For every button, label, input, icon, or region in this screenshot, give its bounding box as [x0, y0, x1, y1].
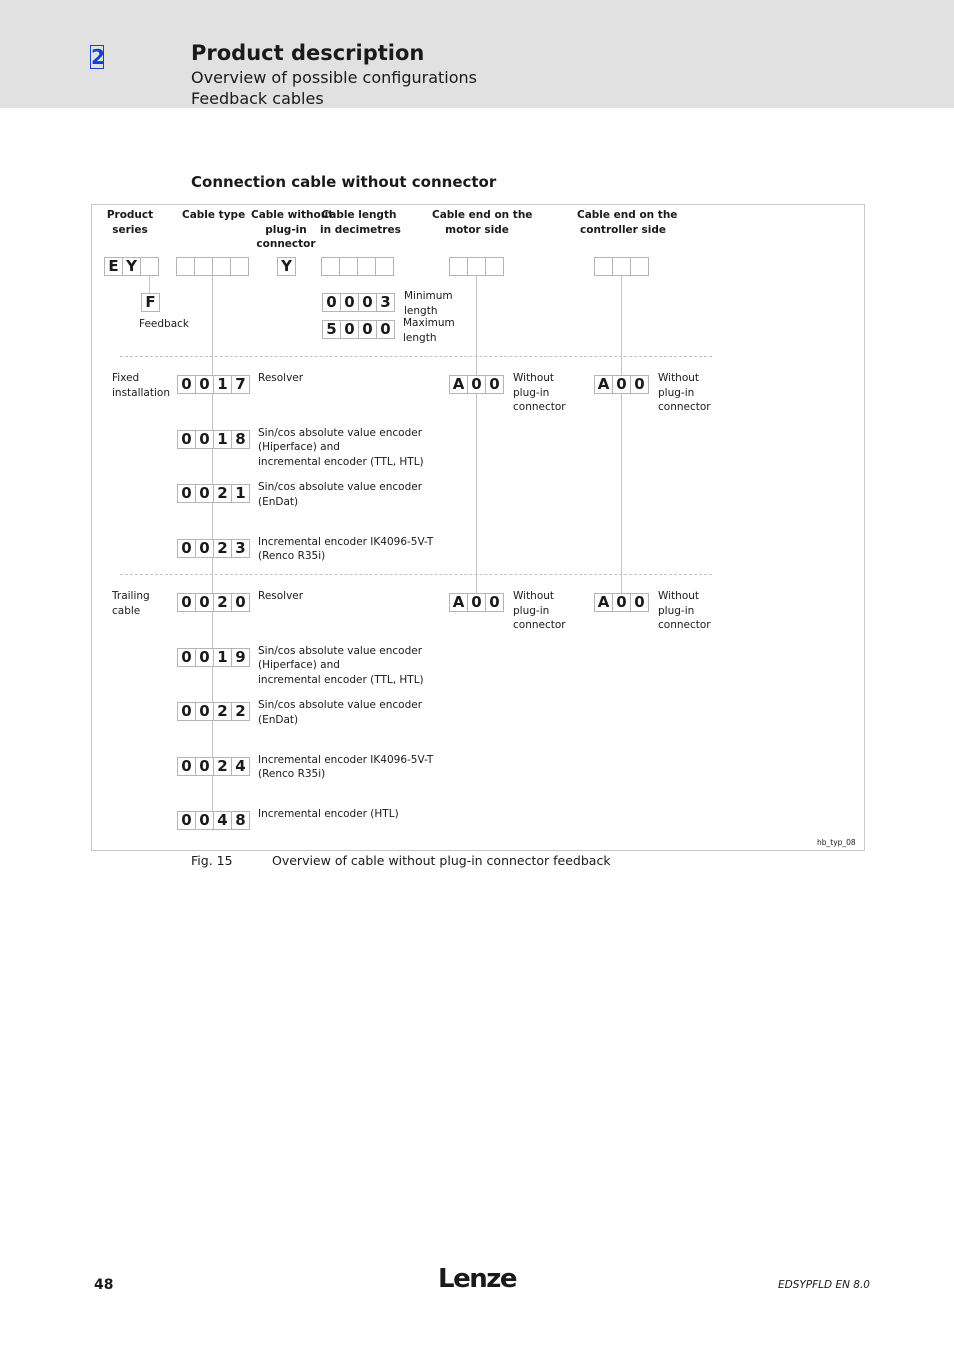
- series-type-label-line: Feedback: [139, 318, 190, 330]
- motor-end-label: [513, 371, 566, 415]
- controller-end-label-line: Without: [658, 372, 700, 384]
- controller-end-label: [658, 589, 711, 633]
- header-controller-side-line: controller side: [580, 223, 666, 236]
- cable-type-code-cell: 0: [195, 484, 214, 503]
- cable-type-code-cell: 0: [177, 539, 196, 558]
- controller-end-code-cell: 0: [630, 375, 649, 394]
- cable-type-code-cell: 2: [213, 539, 232, 558]
- motor-end-label-line: plug-in: [513, 604, 550, 617]
- product-series-cell: [140, 257, 159, 276]
- cable-type-code-cell: 0: [195, 811, 214, 830]
- cable-type-code-cell: 2: [231, 702, 250, 721]
- header-controller-side: [577, 208, 678, 237]
- cable-type-code-cell: 0: [195, 757, 214, 776]
- motor-end-label-line: connector: [513, 401, 566, 413]
- motor-end-label-line: Without: [513, 372, 555, 384]
- cable-type-desc: [258, 807, 399, 822]
- cable-type-code-cell: 0: [195, 539, 214, 558]
- page-subtitle: Overview of possible configurations: [191, 68, 477, 87]
- max-length-cell: 5: [322, 320, 341, 339]
- header-cable-without-line: connector: [256, 238, 316, 250]
- cable-without-cell: Y: [277, 257, 296, 276]
- figure-number: Fig. 15: [191, 853, 233, 868]
- cable-type-code-cell: 0: [195, 593, 214, 612]
- min-length-cell: 0: [358, 293, 377, 312]
- cable-type-desc-line: (EnDat): [258, 713, 299, 726]
- cable-type-code-cell: 0: [177, 757, 196, 776]
- cable-type-code-cell: 0: [177, 648, 196, 667]
- controller-end-label-line: Without: [658, 590, 700, 602]
- controller-side-cell: [630, 257, 649, 276]
- cable-type-desc: [258, 535, 433, 564]
- cable-type-code-cell: 7: [231, 375, 250, 394]
- cable-type-desc-line: (Hiperface) and: [258, 659, 340, 671]
- controller-side-cell: [594, 257, 613, 276]
- header-product-series: [100, 208, 160, 237]
- cable-type-code-cell: 0: [177, 484, 196, 503]
- cable-type-desc: [258, 589, 303, 604]
- header-motor-side-line: motor side: [445, 223, 509, 236]
- connector-line: [476, 275, 477, 595]
- motor-end-code-cell: 0: [467, 593, 486, 612]
- product-series-cell: Y: [122, 257, 141, 276]
- cable-type-desc-line: (Renco R35i): [258, 550, 326, 562]
- group-separator: [120, 574, 712, 575]
- cable-type-code-cell: 0: [177, 593, 196, 612]
- motor-end-code-cell: A: [449, 593, 468, 612]
- group-label-line: installation: [112, 386, 170, 399]
- controller-end-code-cell: A: [594, 375, 613, 394]
- motor-end-code-cell: 0: [485, 375, 504, 394]
- group-label: [112, 589, 150, 618]
- product-series-cell: E: [104, 257, 123, 276]
- controller-end-label: [658, 371, 711, 415]
- chapter-number[interactable]: 2: [91, 45, 105, 69]
- group-label-line: Trailing: [112, 590, 150, 602]
- min-length-cell: 0: [322, 293, 341, 312]
- cable-type-desc: [258, 426, 424, 470]
- controller-end-code-cell: 0: [630, 593, 649, 612]
- cable-type-code-cell: 3: [231, 539, 250, 558]
- motor-end-code-cell: 0: [485, 593, 504, 612]
- figure-caption: Overview of cable without plug-in connector feedback: [272, 853, 611, 868]
- max-length-cell: 0: [376, 320, 395, 339]
- connector-line: [621, 275, 622, 595]
- header-cable-length: [320, 208, 401, 237]
- header-cable-without-line: plug-in: [265, 223, 307, 236]
- cable-type-desc-line: (Hiperface) and: [258, 441, 340, 453]
- controller-end-label-line: connector: [658, 401, 711, 413]
- controller-end-label-line: connector: [658, 619, 711, 631]
- cable-type-code-cell: 0: [195, 375, 214, 394]
- page-header: [0, 0, 954, 108]
- cable-type-desc-line: Incremental encoder IK4096-5V-T: [258, 535, 434, 548]
- document-id: EDSYPFLD EN 8.0: [778, 1279, 870, 1291]
- connector-line: [149, 275, 150, 294]
- cable-type-desc-line: incremental encoder (TTL, HTL): [258, 455, 424, 468]
- motor-side-cell: [449, 257, 468, 276]
- cable-type-code-cell: 2: [213, 702, 232, 721]
- cable-type-desc-line: Sin/cos absolute value encoder: [258, 644, 423, 657]
- header-cable-length-line: in decimetres: [320, 223, 401, 236]
- max-length-label-line: length: [403, 331, 437, 344]
- cable-type-code-cell: 0: [195, 430, 214, 449]
- cable-type-cell: [212, 257, 231, 276]
- min-length-cell: 0: [340, 293, 359, 312]
- group-label-line: cable: [112, 604, 141, 617]
- cable-type-cell: [194, 257, 213, 276]
- header-motor-side: [432, 208, 533, 237]
- max-length-label-line: Maximum: [403, 317, 455, 329]
- controller-end-label-line: plug-in: [658, 386, 695, 399]
- group-label-line: Fixed: [112, 372, 140, 384]
- header-product-series-line: series: [112, 223, 148, 236]
- cable-type-desc: [258, 698, 422, 727]
- header-product-series-line: Product: [106, 209, 154, 221]
- cable-type-desc-line: Sin/cos absolute value encoder: [258, 699, 423, 711]
- controller-side-cell: [612, 257, 631, 276]
- cable-type-code-cell: 0: [195, 702, 214, 721]
- max-length-cell: 0: [358, 320, 377, 339]
- cable-type-desc-line: Resolver: [258, 372, 304, 384]
- figure-tag: hb_typ_08: [817, 838, 856, 847]
- page-title: Product description: [191, 41, 425, 65]
- cable-type-code-cell: 0: [177, 375, 196, 394]
- cable-type-desc-line: Sin/cos absolute value encoder: [258, 481, 423, 493]
- controller-end-code-cell: A: [594, 593, 613, 612]
- motor-end-code-cell: 0: [467, 375, 486, 394]
- cable-type-code-cell: 1: [213, 648, 232, 667]
- page-subtitle-2: Feedback cables: [191, 89, 324, 108]
- motor-end-label-line: plug-in: [513, 386, 550, 399]
- cable-length-cell: [321, 257, 340, 276]
- motor-end-code-cell: A: [449, 375, 468, 394]
- series-type-label: [139, 317, 189, 332]
- cable-type-code-cell: 0: [195, 648, 214, 667]
- header-controller-side-line: Cable end on the: [577, 209, 678, 221]
- header-cable-type: [182, 208, 246, 223]
- motor-end-label: [513, 589, 566, 633]
- cable-type-cell: [176, 257, 195, 276]
- min-length-label-line: Minimum: [404, 290, 453, 302]
- cable-type-code-cell: 1: [213, 375, 232, 394]
- cable-type-code-cell: 2: [213, 484, 232, 503]
- header-cable-type-line: Cable type: [182, 209, 246, 221]
- cable-type-cell: [230, 257, 249, 276]
- cable-type-code-cell: 8: [231, 811, 250, 830]
- cable-type-desc: [258, 644, 424, 688]
- cable-type-code-cell: 9: [231, 648, 250, 667]
- cable-type-code-cell: 0: [231, 593, 250, 612]
- min-length-label-line: length: [404, 304, 438, 317]
- cable-type-desc-line: (EnDat): [258, 495, 299, 508]
- cable-type-code-cell: 2: [213, 593, 232, 612]
- header-cable-length-line: Cable length: [321, 209, 397, 221]
- cable-type-code-cell: 0: [177, 430, 196, 449]
- motor-side-cell: [467, 257, 486, 276]
- motor-end-label-line: Without: [513, 590, 555, 602]
- controller-end-label-line: plug-in: [658, 604, 695, 617]
- min-length-label: [404, 289, 453, 318]
- lenze-logo: Lenze: [438, 1264, 516, 1294]
- cable-type-desc-line: Resolver: [258, 590, 304, 602]
- header-cable-without-line: Cable without: [251, 209, 334, 221]
- cable-type-code-cell: 0: [177, 702, 196, 721]
- cable-type-desc-line: incremental encoder (TTL, HTL): [258, 673, 424, 686]
- motor-end-label-line: connector: [513, 619, 566, 631]
- cable-type-code-cell: 4: [213, 811, 232, 830]
- group-separator: [120, 356, 712, 357]
- cable-type-desc-line: (Renco R35i): [258, 768, 326, 780]
- motor-side-cell: [485, 257, 504, 276]
- min-length-cell: 3: [376, 293, 395, 312]
- max-length-label: [403, 316, 455, 345]
- series-type-cell: F: [141, 293, 160, 312]
- section-title: Connection cable without connector: [191, 173, 497, 191]
- header-cable-without: [251, 208, 334, 252]
- cable-type-desc: [258, 753, 433, 782]
- cable-type-code-cell: 2: [213, 757, 232, 776]
- cable-type-code-cell: 4: [231, 757, 250, 776]
- max-length-cell: 0: [340, 320, 359, 339]
- controller-end-code-cell: 0: [612, 375, 631, 394]
- cable-length-cell: [375, 257, 394, 276]
- cable-length-cell: [339, 257, 358, 276]
- cable-type-code-cell: 1: [231, 484, 250, 503]
- cable-type-code-cell: 8: [231, 430, 250, 449]
- group-label: [112, 371, 170, 400]
- cable-type-desc: [258, 480, 422, 509]
- cable-type-desc-line: Incremental encoder IK4096-5V-T: [258, 753, 434, 766]
- cable-length-cell: [357, 257, 376, 276]
- cable-type-desc-line: Sin/cos absolute value encoder: [258, 426, 423, 439]
- cable-type-desc: [258, 371, 303, 386]
- cable-type-code-cell: 0: [177, 811, 196, 830]
- figure-frame: [91, 204, 865, 851]
- header-motor-side-line: Cable end on the: [432, 209, 533, 221]
- cable-type-code-cell: 1: [213, 430, 232, 449]
- cable-type-desc-line: Incremental encoder (HTL): [258, 808, 399, 820]
- page-number: 48: [94, 1277, 114, 1293]
- controller-end-code-cell: 0: [612, 593, 631, 612]
